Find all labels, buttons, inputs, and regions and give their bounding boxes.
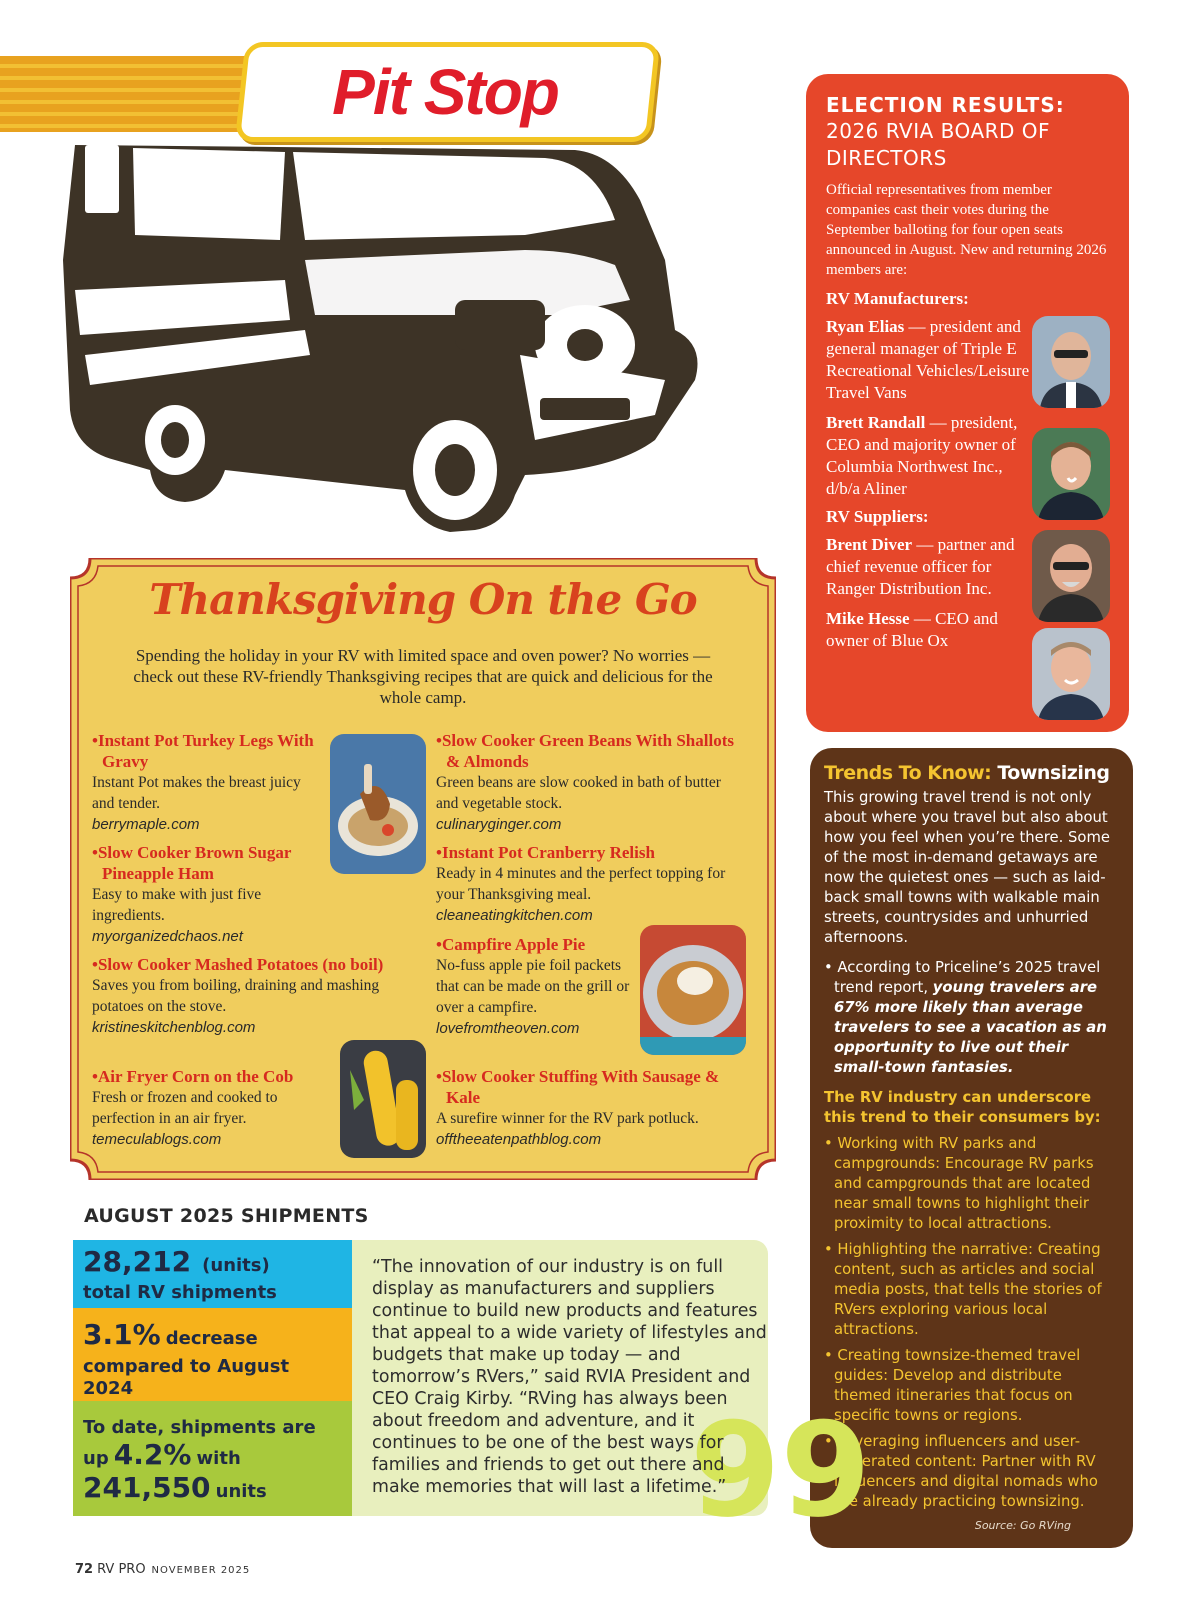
member-name: Ryan Elias	[826, 317, 905, 336]
to-date-cell	[73, 1401, 352, 1516]
recipe-item	[92, 954, 392, 1038]
recipe-source: berrymaple.com	[92, 816, 200, 833]
corn-on-cob-photo	[340, 1040, 426, 1158]
trends-bullet: • Leveraging influencers and user-generated content: Partner with RV influencers and digital nomads who are already practicing townsizing.	[824, 1433, 1098, 1510]
member-brent-diver	[826, 534, 1031, 600]
portrait-photo	[1032, 628, 1110, 720]
trends-title	[824, 762, 1119, 784]
member-role: — president and general manager of Triple E Recreational Vehicles/Leisure Travel Vans	[826, 317, 1030, 402]
section-title: Pit Stop	[332, 56, 558, 128]
member-ryan-elias	[826, 316, 1031, 404]
to-date-units: units	[215, 1481, 267, 1502]
publication-name: RV PRO	[97, 1562, 146, 1577]
recipe-source: culinaryginger.com	[436, 816, 562, 833]
page-footer	[75, 1562, 250, 1577]
member-name: Mike Hesse	[826, 609, 910, 628]
member-mike-hesse	[826, 608, 1031, 652]
member-role: — CEO and owner of Blue Ox	[826, 609, 998, 650]
to-date-units-value: 241,550	[83, 1471, 211, 1504]
recipe-source: offtheeatenpathblog.com	[436, 1131, 602, 1148]
recipe-source: myorganizedchaos.net	[92, 928, 243, 945]
recipe-title: •Instant Pot Cranberry Relish	[436, 843, 655, 862]
shipments-title: AUGUST 2025 SHIPMENTS	[84, 1205, 369, 1227]
member-brett-randall	[826, 412, 1031, 500]
category-manufacturers: RV Manufacturers:	[826, 289, 969, 308]
member-name: Brent Diver	[826, 535, 913, 554]
recipe-title: •Campfire Apple Pie	[436, 935, 586, 954]
trends-stat-lead: • According to Priceline’s 2025 travel trend report,	[824, 959, 1101, 996]
trends-stat-emphasis: young travelers are 67% more likely than average travelers to see a vacation as an opportunity to live out their small-town fantasies.	[834, 979, 1107, 1076]
thanksgiving-intro: Spending the holiday in your RV with limited space and oven power? No worries — check out these RV-friendly Thanksgiving recipes that are quick and delicious for the whole camp.	[133, 646, 713, 707]
recipe-item	[436, 934, 631, 1039]
quote-mark: 99	[690, 1394, 871, 1546]
decrease-label: compared to August 2024	[83, 1356, 290, 1399]
member-role: — partner and chief revenue officer for Ranger Distribution Inc.	[826, 535, 1015, 598]
trends-bullet: • Highlighting the narrative: Creating content, such as articles and social media posts, that tells the stories of RVers exploring various local attractions.	[824, 1241, 1102, 1338]
recipe-source: kristineskitchenblog.com	[92, 1019, 256, 1036]
recipe-title: •Slow Cooker Brown Sugar Pineapple Ham	[92, 843, 292, 883]
recipe-item	[92, 1066, 332, 1150]
total-label: total RV shipments	[83, 1282, 277, 1303]
recipe-desc: Easy to make with just five ingredients.	[92, 886, 262, 924]
rv-van-illustration	[55, 140, 725, 535]
to-date-percent: 4.2%	[113, 1438, 192, 1471]
recipe-title: •Slow Cooker Mashed Potatoes (no boil)	[92, 955, 384, 974]
banner-stripe	[0, 56, 258, 132]
recipe-desc: Instant Pot makes the breast juicy and tender.	[92, 774, 301, 812]
issue-date: NOVEMBER 2025	[151, 1565, 251, 1576]
recipe-item	[92, 730, 322, 835]
recipe-item	[436, 730, 736, 835]
to-date-with: with	[196, 1448, 241, 1469]
total-value: 28,212	[83, 1245, 192, 1278]
to-date-lead: To date, shipments are	[83, 1417, 316, 1438]
portrait-photo	[1032, 316, 1110, 408]
portrait-photo	[1032, 428, 1110, 520]
decrease-value: 3.1%	[83, 1318, 161, 1351]
to-date-up: up	[83, 1448, 109, 1469]
member-role: — president, CEO and majority owner of Columbia Northwest Inc., d/b/a Aliner	[826, 413, 1018, 498]
recipe-desc: Green beans are slow cooked in bath of butter and vegetable stock.	[436, 774, 721, 812]
recipe-desc: A surefire winner for the RV park potluck.	[436, 1110, 699, 1127]
trends-intro: This growing travel trend is not only about where you travel but also about how you feel when you’re there. Some of the most in-demand getaways are now the quietest ones — such as laid-back small towns with walkable main streets, countrysides and unhurried afternoons.	[824, 789, 1110, 946]
decrease-word: decrease	[165, 1328, 258, 1349]
category-suppliers: RV Suppliers:	[826, 507, 929, 526]
total-unit: (units)	[202, 1255, 270, 1276]
portrait-photo	[1032, 530, 1110, 622]
trends-bullet: • Creating townsize-themed travel guides: Develop and distribute themed itineraries that focus on specific towns or regions.	[824, 1347, 1081, 1424]
decrease-cell	[73, 1308, 352, 1401]
recipe-desc: Fresh or frozen and cooked to perfection in an air fryer.	[92, 1089, 278, 1127]
election-subheading: 2026 RVIA BOARD OF DIRECTORS	[826, 119, 1051, 170]
trends-industry-lead: The RV industry can underscore this trend to their consumers by:	[824, 1089, 1101, 1126]
recipe-source: temeculablogs.com	[92, 1131, 222, 1148]
recipe-desc: Saves you from boiling, draining and mashing potatoes on the stove.	[92, 977, 380, 1015]
apple-pie-photo	[640, 925, 746, 1055]
page-number: 72	[75, 1562, 94, 1577]
rvia-quote: “The innovation of our industry is on full display as manufacturers and suppliers continue to build new products and features that appeal to a wide variety of lifestyles and budgets that make up today — and tomorrow’s RVers,” said RVIA President and CEO Craig Kirby. “RVing has always been about freedom and adventure, and it continues to be one of the best ways for families and friends to get out there and make memories that will last a lifetime.”	[372, 1257, 767, 1497]
recipe-source: cleaneatingkitchen.com	[436, 907, 593, 924]
election-intro: Official representatives from member companies cast their votes during the September balloting for four open seats announced in August. New and returning 2026 members are:	[826, 182, 1107, 278]
recipe-title: •Instant Pot Turkey Legs With Gravy	[92, 731, 314, 771]
trends-title-lead: Trends To Know:	[824, 762, 992, 784]
recipe-desc: No-fuss apple pie foil packets that can be made on the grill or over a campfire.	[436, 957, 630, 1016]
recipe-title: •Slow Cooker Stuffing With Sausage & Kale	[436, 1067, 720, 1107]
trends-stat	[824, 958, 1119, 1078]
election-heading: ELECTION RESULTS:	[826, 93, 1065, 117]
total-shipments-cell	[73, 1240, 352, 1308]
trends-source: Source: Go RVing	[974, 1519, 1071, 1532]
recipe-item	[92, 842, 332, 947]
recipe-desc: Ready in 4 minutes and the perfect topping for your Thanksgiving meal.	[436, 865, 726, 903]
recipe-title: •Slow Cooker Green Beans With Shallots & Almonds	[436, 731, 734, 771]
recipe-item	[436, 1066, 736, 1150]
member-name: Brett Randall	[826, 413, 926, 432]
trends-title-topic: Townsizing	[997, 762, 1110, 784]
recipe-source: lovefromtheoven.com	[436, 1020, 580, 1037]
thanksgiving-title: Thanksgiving On the Go	[149, 575, 697, 624]
turkey-legs-photo	[330, 734, 426, 874]
trends-bullet: • Working with RV parks and campgrounds: Encourage RV parks and campgrounds that are located near small towns to highlight their proximity to local attractions.	[824, 1135, 1094, 1232]
recipe-title: •Air Fryer Corn on the Cob	[92, 1067, 294, 1086]
recipe-item	[436, 842, 736, 926]
